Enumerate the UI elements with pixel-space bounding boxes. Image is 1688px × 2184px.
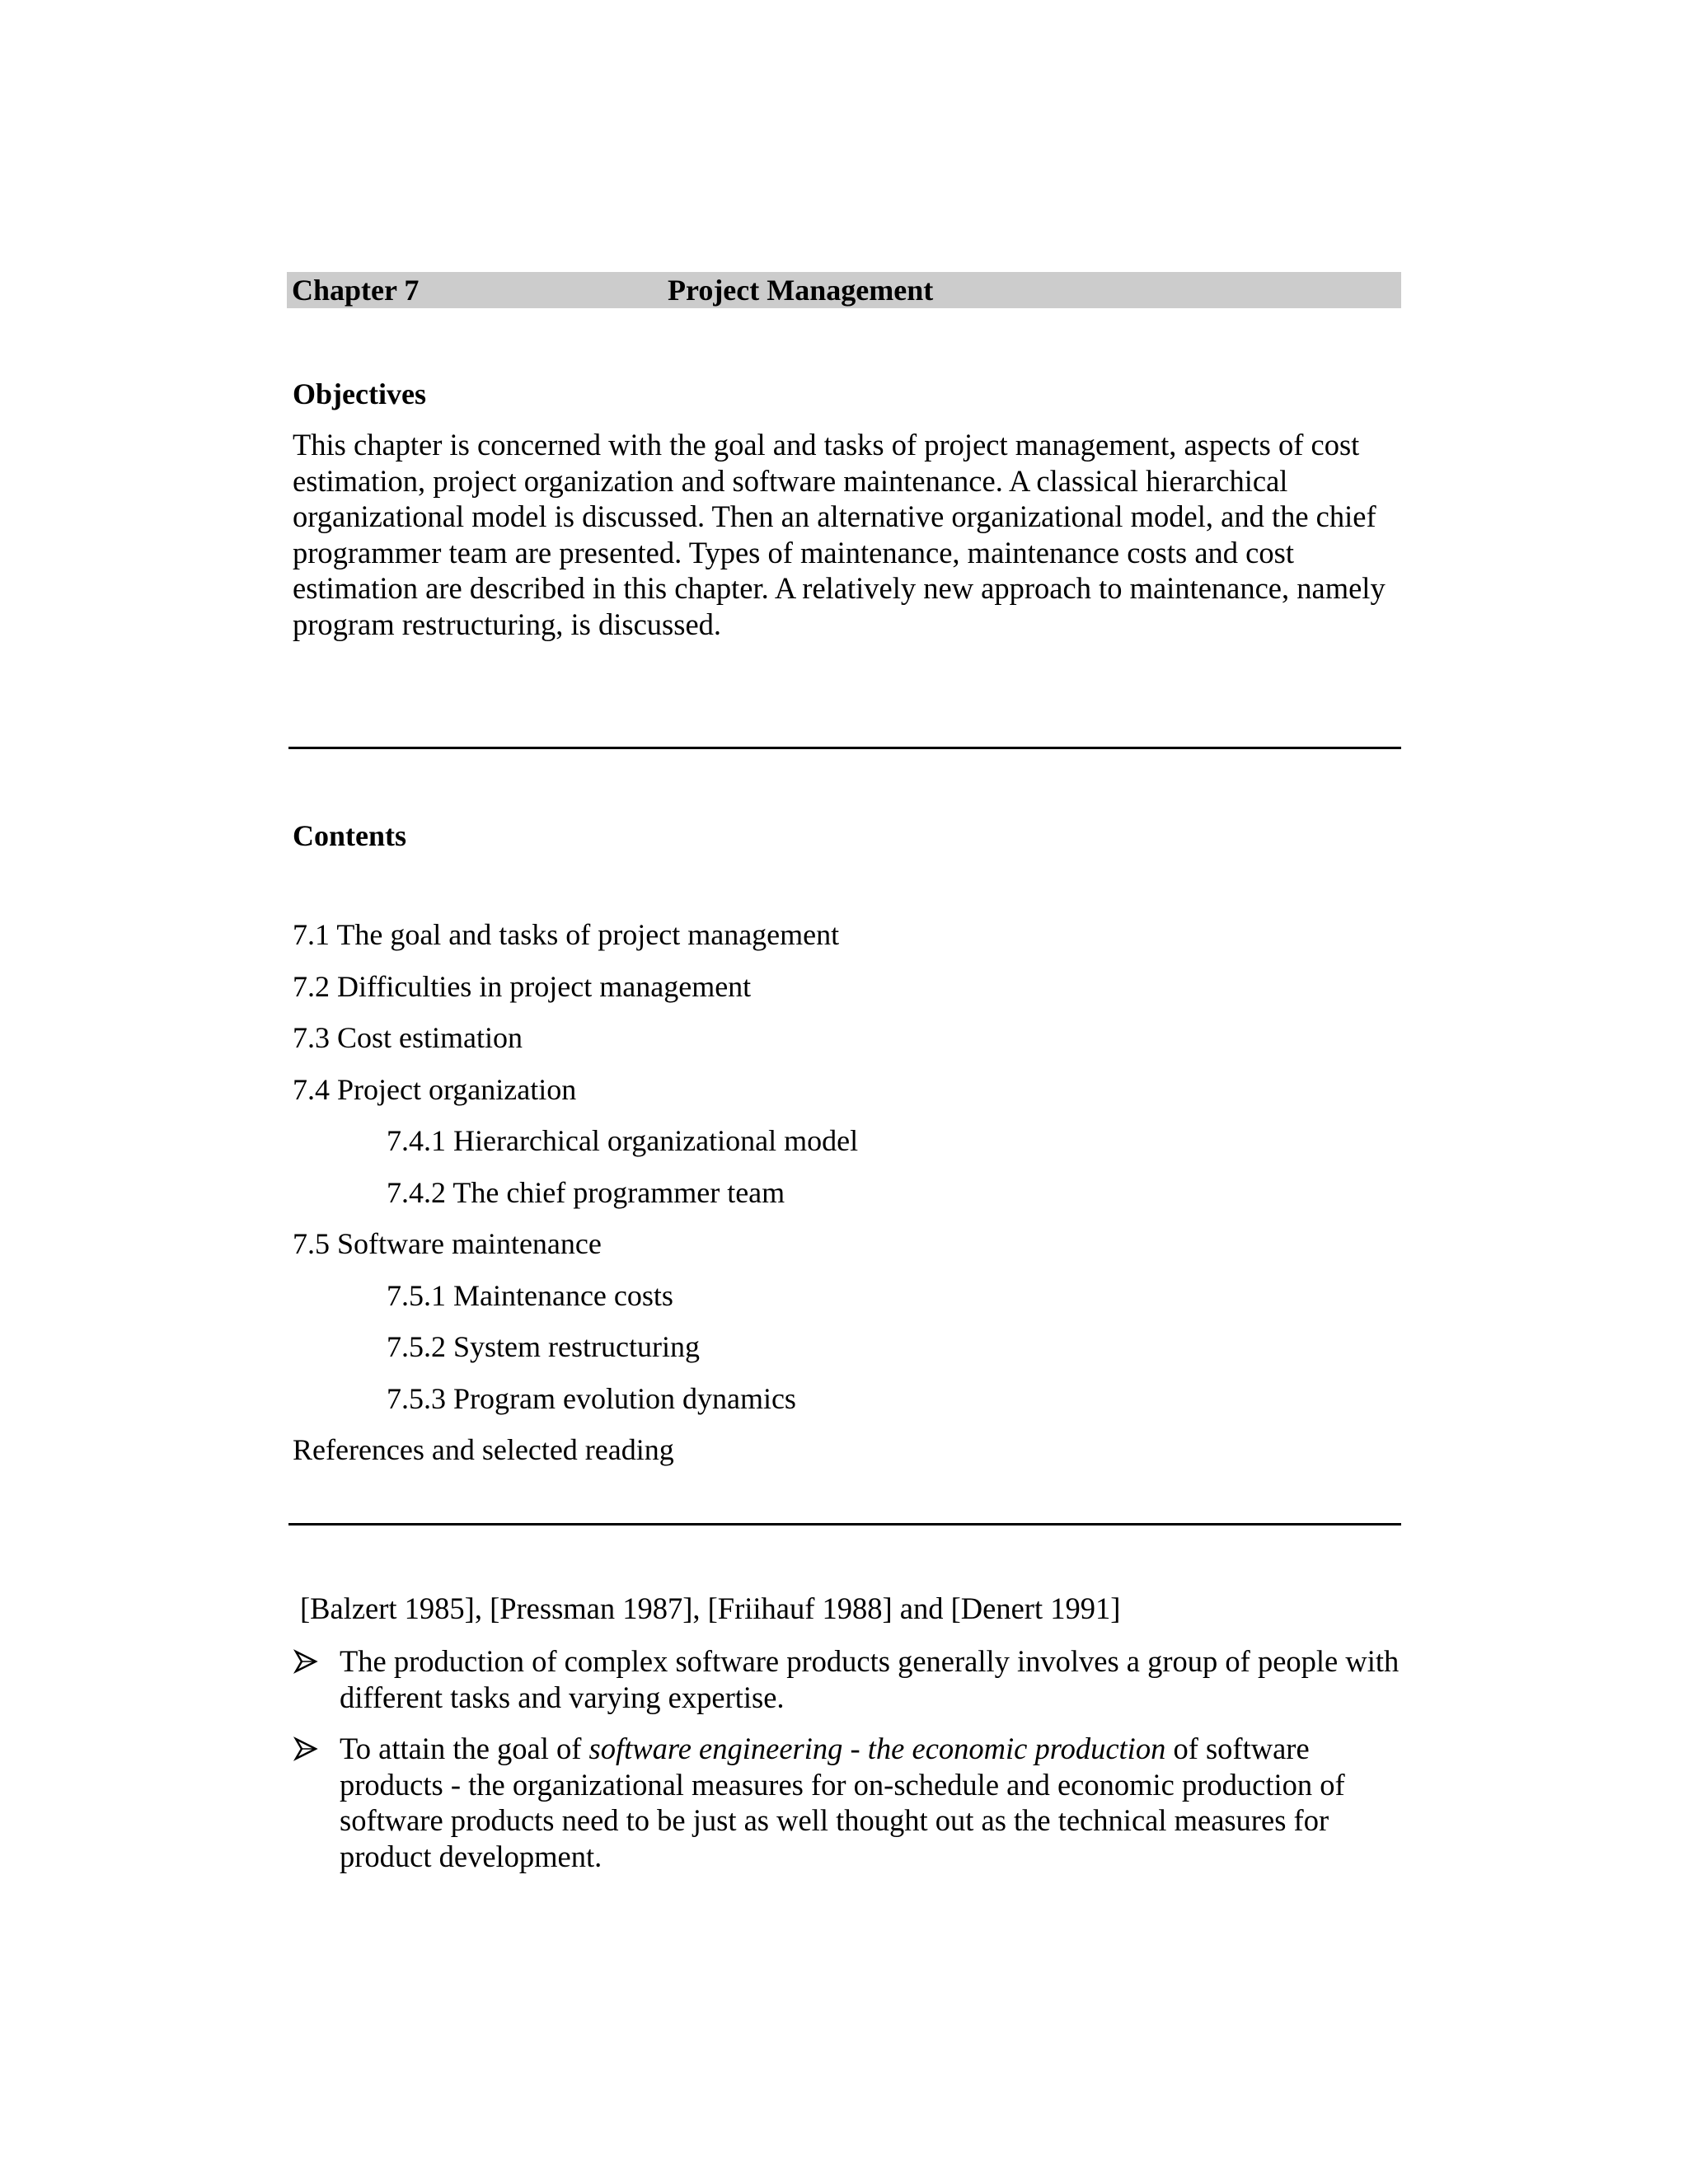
toc-item: 7.2 Difficulties in project management bbox=[293, 969, 752, 1003]
table-of-contents bbox=[293, 916, 858, 1483]
toc-item: 7.1 The goal and tasks of project management bbox=[293, 918, 840, 951]
bullet-text: The production of complex software products generally involves a group of people with different tasks and varying expertise. bbox=[340, 1644, 1400, 1714]
objectives-paragraph: This chapter is concerned with the goal and tasks of project management, aspects of cost estimation, project organization and software maintenance. A classical hierarchical organizational model is discussed. Then an alternative organizational model, and the chief programmer team are presented. Types of maintenance, maintenance costs and cost estimation are described in this chapter. A relatively new approach to maintenance, namely program restructuring, is discussed. bbox=[293, 428, 1386, 641]
section-divider bbox=[288, 747, 1401, 749]
section-divider bbox=[288, 1523, 1401, 1526]
objectives-heading: Objectives bbox=[293, 377, 426, 410]
toc-subitem: 7.4.2 The chief programmer team bbox=[387, 1175, 785, 1209]
chapter-header-bar bbox=[287, 272, 1401, 308]
arrowhead-bullet-icon bbox=[293, 1643, 319, 1680]
arrowhead-bullet-icon bbox=[293, 1731, 319, 1767]
toc-subitem: 7.4.1 Hierarchical organizational model bbox=[387, 1124, 859, 1157]
toc-item: 7.4 Project organization bbox=[293, 1072, 577, 1106]
toc-item: 7.3 Cost estimation bbox=[293, 1021, 523, 1054]
chapter-number: Chapter 7 bbox=[292, 274, 420, 307]
toc-item: 7.5 Software maintenance bbox=[293, 1227, 602, 1260]
bullet-text-lead: To attain the goal of bbox=[340, 1732, 589, 1765]
chapter-title: Project Management bbox=[668, 274, 934, 307]
toc-subitem: 7.5.1 Maintenance costs bbox=[387, 1278, 673, 1312]
toc-item: References and selected reading bbox=[293, 1433, 674, 1466]
bullet-text-tail: of software products - the organizational measures for on-schedule and economic production of software products need to be just as well thought out as the technical measures for product development. bbox=[340, 1732, 1345, 1873]
bullet-text bbox=[340, 1731, 1411, 1874]
contents-heading: Contents bbox=[293, 819, 407, 852]
bullet-text-emphasis: software engineering - the economic production bbox=[588, 1732, 1166, 1765]
toc-subitem: 7.5.2 System restructuring bbox=[387, 1330, 700, 1363]
references-line: [Balzert 1985], [Pressman 1987], [Friihauf 1988] and [Denert 1991] bbox=[300, 1591, 1121, 1625]
toc-subitem: 7.5.3 Program evolution dynamics bbox=[387, 1381, 796, 1415]
